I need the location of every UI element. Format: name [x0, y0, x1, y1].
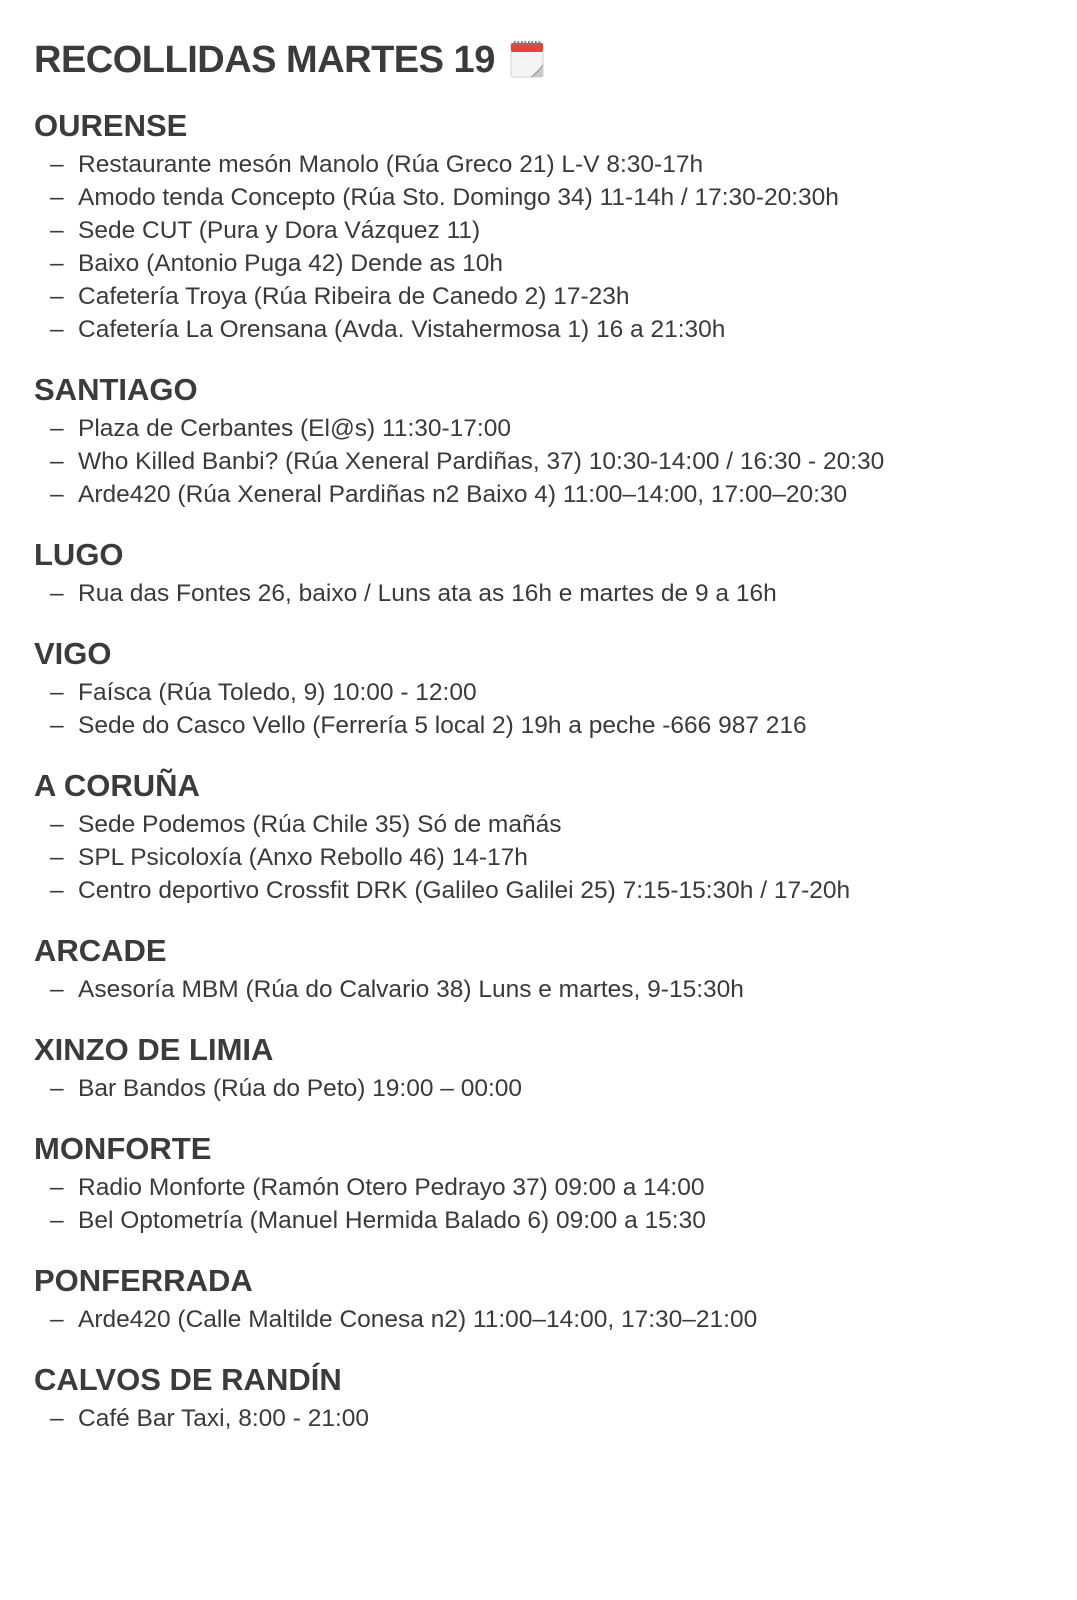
city-heading: CALVOS DE RANDÍN [34, 1362, 342, 1397]
bullet-dash: – [50, 316, 64, 343]
bullet-dash: – [50, 580, 64, 607]
item-list [34, 1171, 1044, 1237]
page-title-text: RECOLLIDAS MARTES 19 [34, 38, 495, 81]
bullet-dash: – [50, 877, 64, 904]
list-item [34, 1402, 1044, 1435]
bullet-dash: – [50, 1075, 64, 1102]
bullet-dash: – [50, 151, 64, 178]
list-item-text: Restaurante mesón Manolo (Rúa Greco 21) L-V 8:30-17h [78, 151, 704, 178]
bullet-dash: – [50, 184, 64, 211]
list-item [34, 478, 1044, 511]
city-heading: SANTIAGO [34, 372, 198, 407]
bullet-dash: – [50, 1306, 64, 1333]
list-item [34, 280, 1044, 313]
section-santiago [34, 370, 1044, 511]
item-list [34, 1402, 1044, 1435]
list-item [34, 973, 1044, 1006]
list-item-text: Arde420 (Calle Maltilde Conesa n2) 11:00–14:00, 17:30–21:00 [78, 1306, 758, 1333]
section-calvos-de-randin [34, 1360, 1044, 1435]
list-item [34, 214, 1044, 247]
list-item [34, 313, 1044, 346]
list-item [34, 1072, 1044, 1105]
list-item-text: Arde420 (Rúa Xeneral Pardiñas n2 Baixo 4) 11:00–14:00, 17:00–20:30 [78, 481, 848, 508]
list-item-text: Sede Podemos (Rúa Chile 35) Só de mañás [78, 811, 562, 838]
section-ponferrada [34, 1261, 1044, 1336]
list-item-text: Plaza de Cerbantes (El@s) 11:30-17:00 [78, 415, 511, 442]
section-ourense [34, 106, 1044, 346]
bullet-dash: – [50, 811, 64, 838]
item-list [34, 412, 1044, 511]
list-item-text: Cafetería La Orensana (Avda. Vistahermosa 1) 16 a 21:30h [78, 316, 726, 343]
city-heading: MONFORTE [34, 1131, 212, 1166]
section-lugo [34, 535, 1044, 610]
bullet-dash: – [50, 481, 64, 508]
bullet-dash: – [50, 712, 64, 739]
item-list [34, 148, 1044, 346]
list-item [34, 808, 1044, 841]
city-heading: XINZO DE LIMIA [34, 1032, 274, 1067]
item-list [34, 577, 1044, 610]
list-item-text: Sede do Casco Vello (Ferrería 5 local 2) 19h a peche -666 987 216 [78, 712, 807, 739]
calendar-icon [509, 40, 545, 80]
list-item-text: Baixo (Antonio Puga 42) Dende as 10h [78, 250, 503, 277]
list-item [34, 676, 1044, 709]
list-item-text: Cafetería Troya (Rúa Ribeira de Canedo 2) 17-23h [78, 283, 630, 310]
city-heading: LUGO [34, 537, 124, 572]
list-item-text: Café Bar Taxi, 8:00 - 21:00 [78, 1405, 369, 1432]
list-item-text: Sede CUT (Pura y Dora Vázquez 11) [78, 217, 481, 244]
list-item [34, 577, 1044, 610]
list-item-text: Radio Monforte (Ramón Otero Pedrayo 37) 09:00 a 14:00 [78, 1174, 705, 1201]
list-item [34, 1204, 1044, 1237]
bullet-dash: – [50, 1405, 64, 1432]
item-list [34, 973, 1044, 1006]
bullet-dash: – [50, 1207, 64, 1234]
list-item-text: Asesoría MBM (Rúa do Calvario 38) Luns e martes, 9-15:30h [78, 976, 744, 1003]
list-item [34, 247, 1044, 280]
bullet-dash: – [50, 844, 64, 871]
city-heading: ARCADE [34, 933, 167, 968]
city-heading: PONFERRADA [34, 1263, 253, 1298]
bullet-dash: – [50, 679, 64, 706]
list-item [34, 148, 1044, 181]
list-item [34, 1303, 1044, 1336]
list-item [34, 445, 1044, 478]
document [34, 34, 1044, 1459]
section-xinzo-de-limia [34, 1030, 1044, 1105]
section-arcade [34, 931, 1044, 1006]
bullet-dash: – [50, 448, 64, 475]
list-item [34, 874, 1044, 907]
item-list [34, 1303, 1044, 1336]
list-item [34, 841, 1044, 874]
list-item-text: Centro deportivo Crossfit DRK (Galileo Galilei 25) 7:15-15:30h / 17-20h [78, 877, 851, 904]
bullet-dash: – [50, 217, 64, 244]
list-item-text: SPL Psicoloxía (Anxo Rebollo 46) 14-17h [78, 844, 528, 871]
list-item-text: Faísca (Rúa Toledo, 9) 10:00 - 12:00 [78, 679, 477, 706]
list-item-text: Rua das Fontes 26, baixo / Luns ata as 16h e martes de 9 a 16h [78, 580, 777, 607]
list-item-text: Bel Optometría (Manuel Hermida Balado 6) 09:00 a 15:30 [78, 1207, 706, 1234]
sections-container [34, 106, 1044, 1435]
list-item [34, 1171, 1044, 1204]
section-monforte [34, 1129, 1044, 1237]
list-item-text: Bar Bandos (Rúa do Peto) 19:00 – 00:00 [78, 1075, 523, 1102]
bullet-dash: – [50, 415, 64, 442]
section-vigo [34, 634, 1044, 742]
list-item [34, 709, 1044, 742]
item-list [34, 676, 1044, 742]
city-heading: A CORUÑA [34, 768, 200, 803]
list-item [34, 412, 1044, 445]
list-item-text: Amodo tenda Concepto (Rúa Sto. Domingo 34) 11-14h / 17:30-20:30h [78, 184, 839, 211]
section-a-coruna [34, 766, 1044, 907]
city-heading: OURENSE [34, 108, 188, 143]
city-heading: VIGO [34, 636, 112, 671]
bullet-dash: – [50, 283, 64, 310]
bullet-dash: – [50, 1174, 64, 1201]
page-title [34, 34, 1044, 86]
bullet-dash: – [50, 976, 64, 1003]
list-item-text: Who Killed Banbi? (Rúa Xeneral Pardiñas, 37) 10:30-14:00 / 16:30 - 20:30 [78, 448, 885, 475]
item-list [34, 1072, 1044, 1105]
bullet-dash: – [50, 250, 64, 277]
item-list [34, 808, 1044, 907]
list-item [34, 181, 1044, 214]
